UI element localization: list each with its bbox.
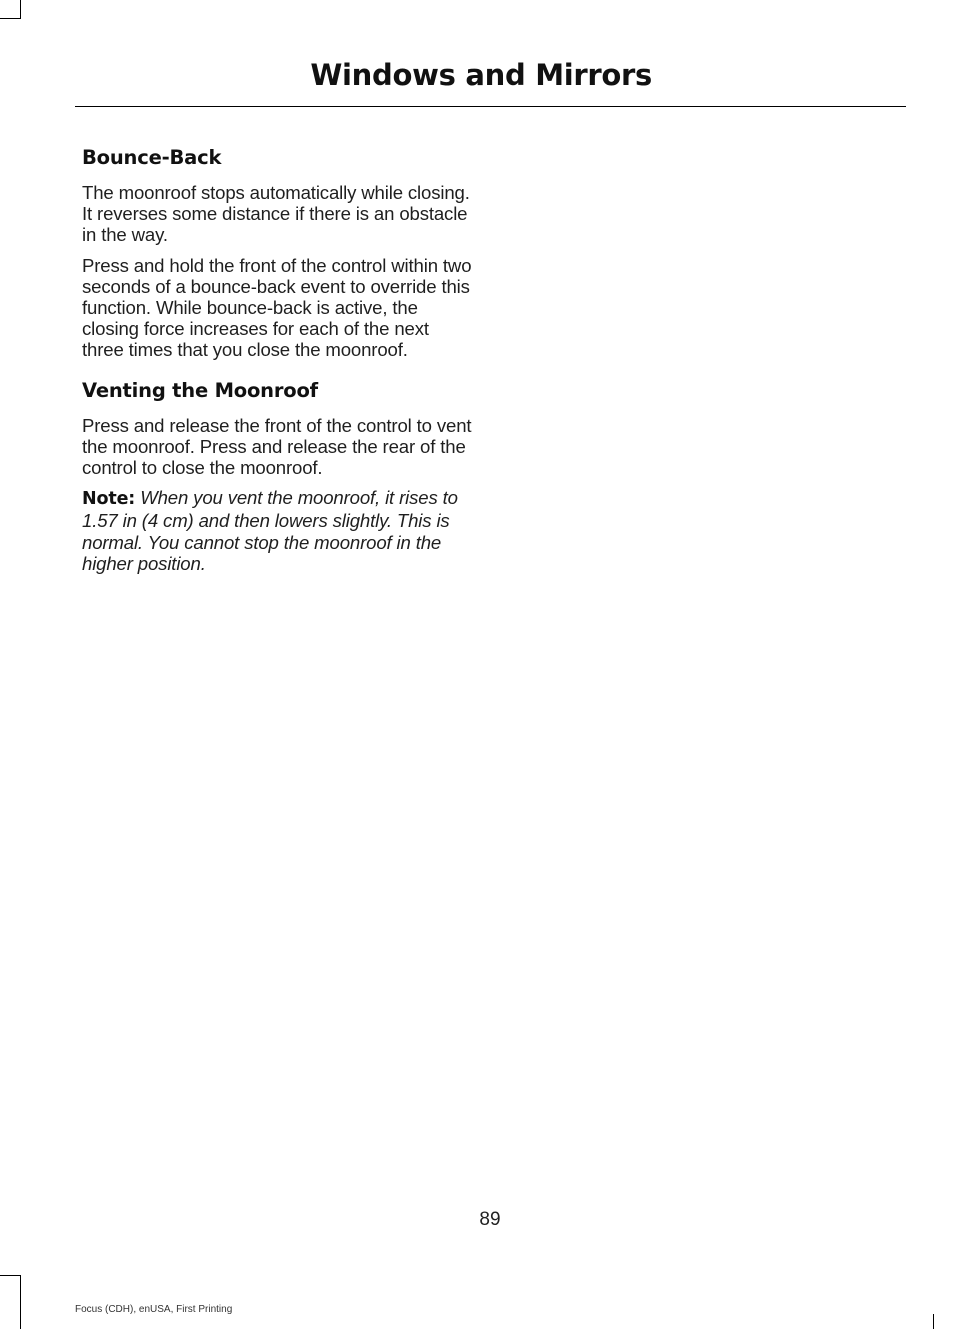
crop-mark-top-left-vertical: [20, 0, 21, 18]
note-label: Note:: [82, 489, 136, 510]
crop-mark-bottom-left-tick: [20, 1314, 21, 1329]
bounce-back-paragraph-2: Press and hold the front of the control within two seconds of a bounce-back event to override this function. While bounce-back is active, the closing force increases for each of the next three times that you close the moonroof.: [82, 254, 472, 361]
page-number: 89: [479, 1209, 501, 1230]
crop-mark-bottom-right-tick: [933, 1314, 934, 1329]
crop-mark-bottom-left-horizontal: [0, 1275, 21, 1276]
title-divider: [75, 106, 906, 107]
edition-footer: Focus (CDH), enUSA, First Printing: [75, 1304, 233, 1315]
bounce-back-paragraph-1: The moonroof stops automatically while closing. It reverses some distance if there is an obstacle in the way.: [82, 182, 470, 246]
section-heading-venting: Venting the Moonroof: [82, 378, 318, 402]
crop-mark-top-left-horizontal: [0, 18, 21, 19]
note-text: When you vent the moonroof, it rises to 1.57 in (4 cm) and then lowers slightly. This is normal. You cannot stop the moonroof in the higher position.: [82, 487, 458, 574]
main-column: [82, 144, 474, 583]
section-heading-bounce-back: Bounce-Back: [82, 146, 222, 169]
venting-note: [82, 487, 474, 574]
page-title: Windows and Mirrors: [310, 58, 652, 92]
venting-paragraph-1: Press and release the front of the control to vent the moonroof. Press and release the rear of the control to close the moonroof.: [82, 414, 472, 479]
